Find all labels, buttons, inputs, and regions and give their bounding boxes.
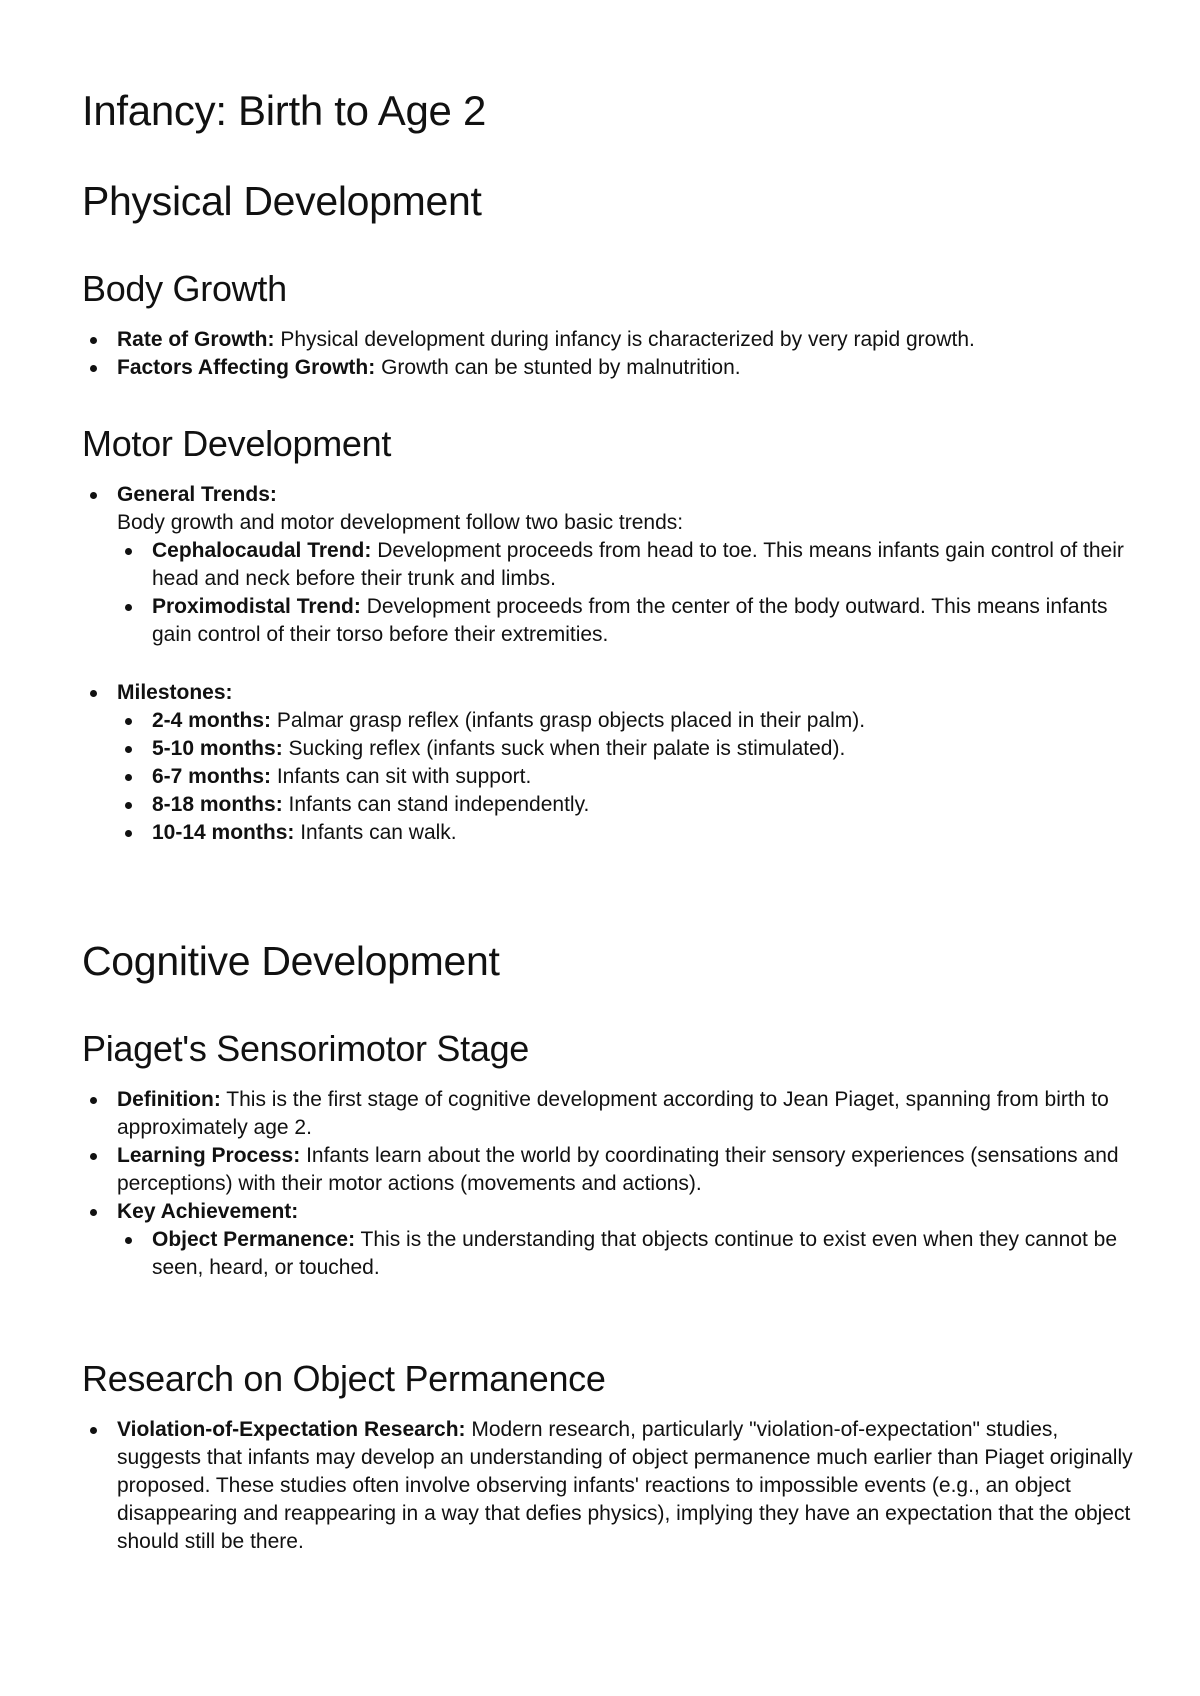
item-text: Infants can stand independently.	[282, 793, 590, 816]
item-text: Development proceeds from the center of the body outward. This means infants gain control of their torso before their extremities.	[152, 595, 1108, 646]
motor-trends-sublist	[117, 537, 1142, 649]
list-item	[82, 1086, 1142, 1142]
section-heading-cognitive: Cognitive Development	[82, 938, 500, 984]
item-label: 8-18 months:	[152, 793, 283, 816]
subsection-heading-research: Research on Object Permanence	[82, 1358, 606, 1399]
item-text: Growth can be stunted by malnutrition.	[375, 356, 741, 379]
item-label: Object Permanence:	[152, 1228, 356, 1251]
list-item	[82, 1416, 1142, 1556]
list-item	[117, 763, 1142, 791]
item-label: Learning Process:	[117, 1144, 301, 1167]
item-text: Body growth and motor development follow two basic trends:	[117, 511, 684, 534]
item-text: Infants learn about the world by coordinating their sensory experiences (sensations and perceptions) with their motor actions (movements and actions).	[117, 1144, 1119, 1195]
item-label: 6-7 months:	[152, 765, 272, 788]
item-label: Proximodistal Trend:	[152, 595, 361, 618]
item-label: Factors Affecting Growth:	[117, 356, 376, 379]
section-heading-physical: Physical Development	[82, 178, 482, 224]
item-text: Infants can walk.	[294, 821, 457, 844]
list-item	[82, 1142, 1142, 1198]
item-text: This is the first stage of cognitive development according to Jean Piaget, spanning from birth to approximately age 2.	[117, 1088, 1109, 1139]
motor-list-block	[82, 481, 1142, 847]
piaget-list-block	[82, 1086, 1142, 1282]
item-label: Definition:	[117, 1088, 221, 1111]
item-label: General Trends:	[117, 483, 277, 506]
list-item	[82, 481, 1142, 649]
page-title: Infancy: Birth to Age 2	[82, 87, 487, 134]
motor-general-list	[82, 481, 1142, 649]
item-text: Sucking reflex (infants suck when their palate is stimulated).	[282, 737, 846, 760]
item-text: Development proceeds from head to toe. This means infants gain control of their head and neck before their trunk and limbs.	[152, 539, 1124, 590]
item-label: Violation-of-Expectation Research:	[117, 1418, 466, 1441]
list-item	[82, 1198, 1142, 1282]
item-label: Milestones:	[117, 681, 233, 704]
item-text: Physical development during infancy is characterized by very rapid growth.	[274, 328, 975, 351]
piaget-list	[82, 1086, 1142, 1282]
list-item	[117, 593, 1142, 649]
body-growth-list-block	[82, 326, 1142, 382]
list-item	[117, 735, 1142, 763]
key-achievement-sublist	[117, 1226, 1142, 1282]
list-item	[117, 537, 1142, 593]
research-list	[82, 1416, 1142, 1556]
list-item	[117, 1226, 1142, 1282]
item-text: Palmar grasp reflex (infants grasp objects placed in their palm).	[271, 709, 866, 732]
item-label: Rate of Growth:	[117, 328, 275, 351]
list-item	[117, 791, 1142, 819]
motor-milestones-list	[82, 679, 1142, 847]
list-item	[82, 354, 1142, 382]
item-label: 2-4 months:	[152, 709, 272, 732]
item-label: 10-14 months:	[152, 821, 295, 844]
subsection-heading-body-growth: Body Growth	[82, 268, 287, 309]
item-text: Infants can sit with support.	[271, 765, 532, 788]
item-label: 5-10 months:	[152, 737, 283, 760]
list-item	[82, 679, 1142, 847]
research-list-block	[82, 1416, 1142, 1556]
milestones-sublist	[117, 707, 1142, 847]
list-item	[117, 707, 1142, 735]
item-text: This is the understanding that objects continue to exist even when they cannot be seen, heard, or touched.	[152, 1228, 1118, 1279]
item-text: Modern research, particularly "violation-of-expectation" studies, suggests that infants may develop an understanding of object permanence much earlier than Piaget originally proposed. These studies often involve observing infants' reactions to impossible events (e.g., an object disappearing and reappearing in a way that defies physics), implying they have an expectation that the object should still be there.	[117, 1418, 1133, 1553]
item-label: Cephalocaudal Trend:	[152, 539, 372, 562]
body-growth-list	[82, 326, 1142, 382]
list-item	[117, 819, 1142, 847]
item-label: Key Achievement:	[117, 1200, 299, 1223]
subsection-heading-motor: Motor Development	[82, 423, 392, 464]
list-item	[82, 326, 1142, 354]
subsection-heading-piaget: Piaget's Sensorimotor Stage	[82, 1028, 530, 1069]
